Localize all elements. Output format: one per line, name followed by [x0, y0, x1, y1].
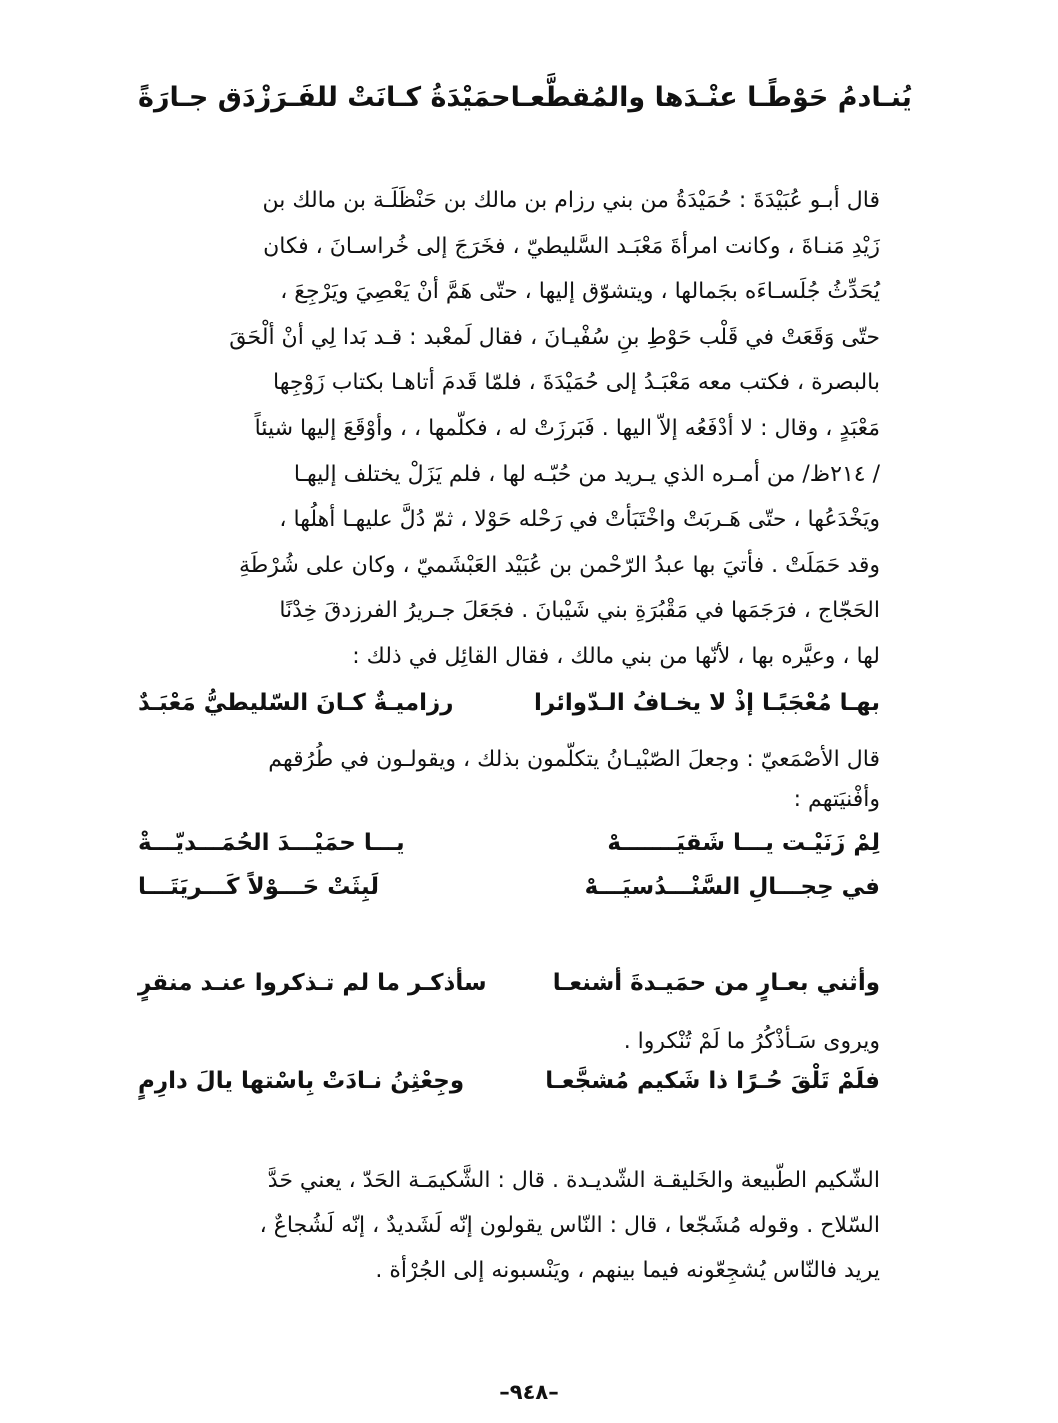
verse-first-hemistich: لَبِثَتْ حَـــوْلاً كَـــريَتَـــا — [138, 874, 379, 900]
text-line: زَيْدِ مَنـاةَ ، وكانت امرأةَ مَعْبَـد السَّليطيّ ، فخَرَجَ إلى خُراسـانَ ، فكان — [263, 233, 880, 259]
verse-rizamiya — [138, 690, 880, 716]
text-line: بالبصرة ، فكتب معه مَعْبَـدُ إلى حُمَيْدَةَ ، فلمّا قَدمَ أتاهـا بكتاب زَوْجِها — [273, 370, 880, 396]
text-line: مَعْبَدٍ ، وقال : لا أدْفَعُه إلاّ اليها . فَبَرزَتْ له ، فكلّمها ، ، وأوْقَعَ إليها شيئاً — [254, 415, 880, 441]
verse-first-hemistich: رزاميـةٌ كـانَ السّليطيُّ مَعْبَـدٌ — [138, 690, 454, 716]
text-line: يُحَدِّثُ جُلَسـاءَه بجَمالها ، ويتشوّق إليها ، حتّى هَمَّ أنْ يَعْصِيَ ويَرْجِعَ ، — [280, 279, 880, 305]
text-line: ويروى سَـأذْكُرُ ما لَمْ تُنْكروا . — [623, 1029, 880, 1054]
title-verse-first-hemistich: حمَيْدَةُ كـانَتْ للفَـرَزْدَق جـارَةً — [138, 82, 511, 113]
text-line: وأفْنيَتهم : — [793, 787, 880, 812]
verse-second-hemistich: في حِجـــالِ السَّنْـــدُسيَـــهْ — [584, 874, 880, 900]
verse-jithin — [138, 1068, 880, 1094]
short-verse-1 — [138, 830, 880, 856]
title-verse-second-hemistich: يُنـادمُ حَوْطًـا عنْـدَها والمُقطَّعـا — [510, 82, 912, 113]
verse-first-hemistich: يـــا حمَيْـــدَ الحُمَـــديّـــةْ — [138, 830, 405, 856]
short-verse-2 — [138, 874, 880, 900]
text-line: ويَخْدَعُها ، حتّى هَـربَتْ واخْتَبَأتْ في رَحْله حَوْلا ، ثمّ دُلَّ عليهـا أهلُها ، — [279, 507, 880, 533]
text-line: يريد فالنّاس يُشجِعّونه فيما بينهم ، ويَنْسبونه إلى الجُرْأة . — [375, 1258, 880, 1283]
text-line: قال أبـو عُبَيْدَةَ : حُمَيْدَةُ من بني رزام بن مالك بن حَنْظَلَـة بن مالك بن — [262, 188, 880, 213]
paragraph-variant-reading — [138, 1022, 880, 1062]
verse-first-hemistich: وجِعْثِنُ نـادَتْ بِاسْتها يالَ دارِمٍ — [138, 1068, 465, 1094]
text-line: حتّى وَقَعَتْ في قَلْب حَوْطِ بنِ سُفْيـانَ ، فقال لَمعْبد : قـد بَدا لِي أنْ ألْحَقَ — [229, 324, 880, 350]
text-line: / ٢١٤ظ/ من أمـره الذي يـريد من حُبّـه لها ، فلم يَزَلْ يختلف إليهـا — [293, 461, 880, 487]
text-line: قال الأصْمَعيّ : وجعلَ الصّبْيـانُ يتكلّمون بذلك ، ويقولـون في طُرُقهم — [268, 747, 880, 772]
verse-second-hemistich: بهـا مُعْجَبًـا إذْ لا يخـافُ الـدّوائرا — [534, 690, 880, 716]
text-line: الشّكيم الطّبيعة والخَليقـة الشّديـدة . قال : الشَّكيمَـة الحَدّ ، يعني حَدَّ — [267, 1168, 880, 1193]
paragraph-shakim-gloss — [138, 1158, 880, 1293]
verse-first-hemistich: سأذكـر ما لم تـذكروا عنـد منقرٍ — [138, 970, 487, 996]
paragraph-hamida-story — [138, 178, 880, 683]
text-line: الحَجّاج ، فرَجَمَها في مَقْبُرَةِ بني شَيْبانَ . فجَعَلَ جـريرُ الفرزدقَ خِدْنًا — [279, 598, 880, 624]
verse-second-hemistich: فلَمْ تَلْقَ حُـرًا ذا شَكيم مُشجَّعـا — [545, 1068, 880, 1094]
verse-second-hemistich: وأثني بعـارٍ من حمَيـدةَ أشنعـا — [552, 970, 880, 996]
verse-sa-adhkur — [138, 970, 880, 996]
paragraph-asmai — [138, 740, 880, 820]
page-number: –٩٤٨– — [499, 1380, 559, 1404]
text-line: لها ، وعيَّره بها ، لأنّها من بني مالك ، فقال القائِل في ذلك : — [352, 643, 880, 669]
verse-second-hemistich: لِمْ زَنَيْـت يـــا شَقيَـــــــهْ — [607, 830, 880, 856]
text-line: وقد حَمَلَتْ . فأتيَ بها عبدُ الرّحْمن بن عُبَيْد العَبْشَميّ ، وكان على شُرْطَةِ — [238, 552, 880, 578]
text-line: السّلاح . وقوله مُشَجّعا ، قال : النّاس يقولون إنّه لَشَديدٌ ، إنّه لَشُجاعٌ ، — [259, 1213, 880, 1238]
title-verse — [138, 82, 912, 113]
